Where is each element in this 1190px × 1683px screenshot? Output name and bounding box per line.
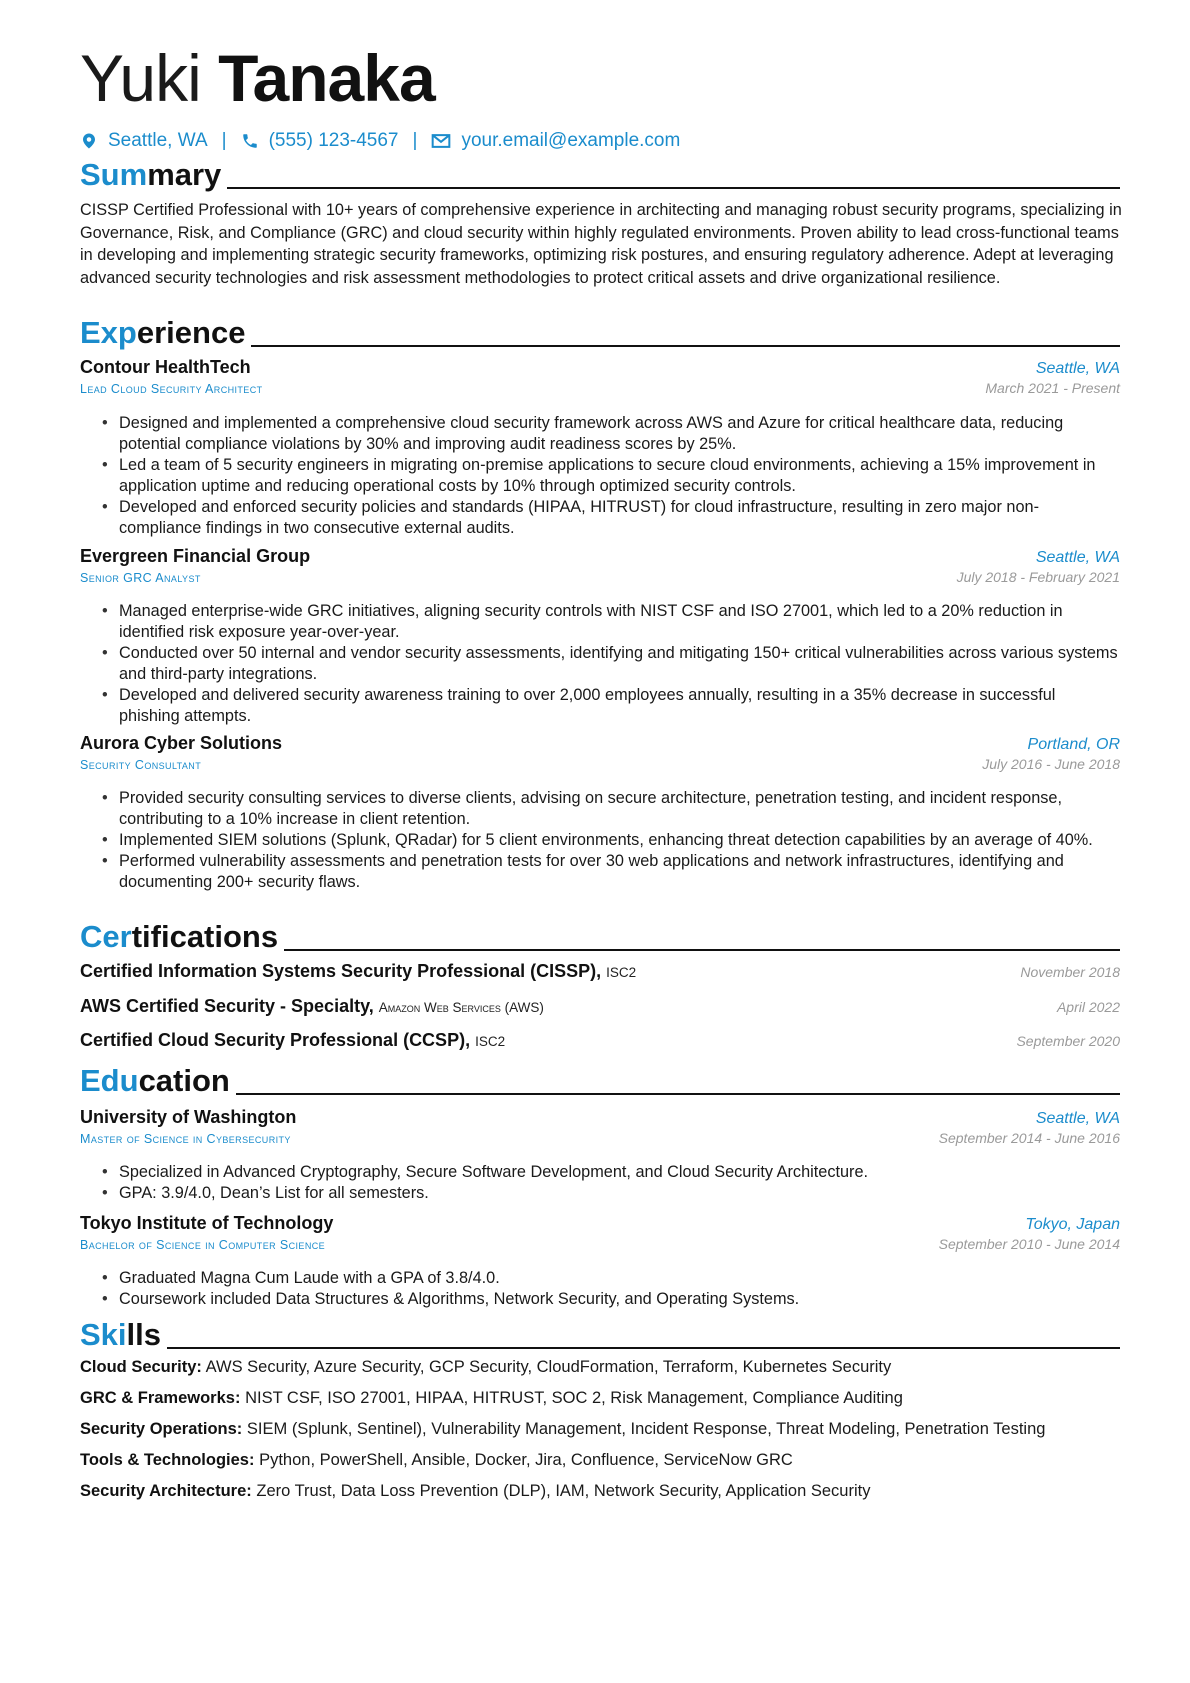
school-location: Tokyo, Japan [1025,1216,1120,1233]
cert-title: Certified Cloud Security Professional (CCSP) [80,1030,466,1050]
list-item: • Performed vulnerability assessments and penetration tests for over 30 web applications and network infrastructures, identifying and documenting 200+ security flaws. [80,851,1120,893]
skill-row [80,1389,1120,1408]
email-link[interactable]: your.email@example.com [461,130,681,151]
list-item: • Specialized in Advanced Cryptography, Secure Software Development, and Cloud Security Architecture. [80,1162,1120,1183]
section-rule [227,187,1120,189]
contact-separator: | [221,130,227,151]
section-rule [236,1093,1120,1095]
skills-heading [80,1318,1120,1352]
contact-bar [80,130,680,152]
list-item: • Designed and implemented a comprehensive cloud security framework across AWS and Azure for critical healthcare data, reducing potential compliance violations by 30% and improving audit readiness scores by 25%. [80,413,1120,455]
phone-text: (555) 123-4567 [268,130,399,151]
job-dates: July 2018 - February 2021 [956,569,1120,585]
skill-value: SIEM (Splunk, Sentinel), Vulnerability Management, Incident Response, Threat Modeling, Penetration Testing [246,1420,1046,1438]
school-dates: September 2014 - June 2016 [938,1130,1120,1146]
employer-name: Aurora Cyber Solutions [80,733,283,753]
section-rule [167,1347,1120,1349]
job-title: Security Consultant [80,758,202,772]
job-location: Seattle, WA [1035,360,1120,377]
job-location: Portland, OR [1027,736,1120,753]
cert-title: Certified Information Systems Security Professional (CISSP) [80,961,597,981]
list-item: • GPA: 3.9/4.0, Dean’s List for all semesters. [80,1183,1120,1204]
school-location: Seattle, WA [1035,1110,1120,1127]
skill-label: GRC & Frameworks: [80,1389,241,1407]
envelope-icon [431,131,451,151]
job-title: Lead Cloud Security Architect [80,382,263,396]
skill-label: Security Architecture: [80,1482,252,1500]
first-name: Yuki [80,41,201,115]
degree: Master of Science in Cybersecurity [80,1132,291,1146]
skill-value: AWS Security, Azure Security, GCP Security, CloudFormation, Terraform, Kubernetes Security [205,1358,892,1376]
job-dates: July 2016 - June 2018 [982,756,1120,772]
skill-value: Python, PowerShell, Ansible, Docker, Jira, Confluence, ServiceNow GRC [259,1451,793,1469]
job-entry [80,546,1120,585]
list-item: • Developed and delivered security awareness training to over 2,000 employees annually, resulting in a 35% decrease in successful phishing attempts. [80,685,1120,727]
employer-name: Contour HealthTech [80,357,251,377]
summary-text: CISSP Certified Professional with 10+ years of comprehensive experience in architecting and managing robust security programs, specializing in Governance, Risk, and Compliance (GRC) and cloud security within highly regulated environments. Proven ability to lead cross-functional teams in developing and implementing strategic security frameworks, optimizing risk postures, and ensuring regulatory adherence. Adept at leveraging advanced security technologies and risk assessment methodologies to protect critical assets and drive organizational resilience. [80,201,1122,287]
section-rule [284,949,1120,951]
school-dates: September 2010 - June 2014 [938,1236,1120,1252]
skill-label: Security Operations: [80,1420,243,1438]
job-location: Seattle, WA [1035,549,1120,566]
skill-label: Cloud Security: [80,1358,202,1376]
heading-accent: Cer [80,919,132,954]
heading-rest: lls [126,1317,161,1352]
list-item: • Developed and enforced security policies and standards (HIPAA, HITRUST) for cloud infrastructure, resulting in zero major non-compliance findings in two consecutive external audits. [80,497,1120,539]
employer-name: Evergreen Financial Group [80,546,311,566]
cert-date: November 2018 [1020,964,1120,980]
skill-row [80,1420,1120,1439]
heading-accent: Ski [80,1317,127,1352]
job-title: Senior GRC Analyst [80,571,201,585]
certification-row: Certified Information Systems Security Professional (CISSP), ISC2 November 2018 [80,961,1120,981]
cert-issuer: Amazon Web Services (AWS) [378,1000,544,1015]
section-rule [251,345,1120,347]
cert-date: April 2022 [1056,999,1120,1015]
list-item: • Provided security consulting services to diverse clients, advising on secure architecture, penetration testing, and incident response, contributing to a 10% increase in client retention. [80,788,1120,830]
education-bullets [80,1162,1120,1204]
last-name: Tanaka [218,41,435,115]
degree: Bachelor of Science in Computer Science [80,1238,326,1252]
education-bullets [80,1268,1120,1310]
heading-accent: Edu [80,1063,139,1098]
heading-accent: Sum [80,157,148,192]
job-bullets [80,601,1120,727]
map-pin-icon [80,131,98,151]
job-entry [80,357,1120,396]
skill-value: Zero Trust, Data Loss Prevention (DLP), IAM, Network Security, Application Security [256,1482,871,1500]
list-item: • Managed enterprise-wide GRC initiatives, aligning security controls with NIST CSF and ISO 27001, which led to a 20% reduction in identified risk exposure year-over-year. [80,601,1120,643]
list-item: • Led a team of 5 security engineers in migrating on-premise applications to secure cloud environments, achieving a 15% improvement in application uptime and reducing operational costs by 10% through optimized security controls. [80,455,1120,497]
cert-issuer: ISC2 [606,965,637,980]
cert-date: September 2020 [1016,1033,1120,1049]
job-bullets [80,413,1120,539]
list-item: • Conducted over 50 internal and vendor security assessments, identifying and mitigating 150+ critical vulnerabilities across various systems and third-party integrations. [80,643,1120,685]
education-heading [80,1064,1120,1098]
job-dates: March 2021 - Present [985,380,1120,396]
skill-row [80,1451,1120,1470]
summary-heading [80,158,1120,192]
list-item: • Implemented SIEM solutions (Splunk, QRadar) for 5 client environments, enhancing threat detection capabilities by an average of 40%. [80,830,1120,851]
list-item: • Graduated Magna Cum Laude with a GPA of 3.8/4.0. [80,1268,1120,1289]
education-entry [80,1213,1120,1252]
certifications-heading [80,920,1120,954]
candidate-name [80,38,435,118]
certification-row: Certified Cloud Security Professional (CCSP), ISC2 September 2020 [80,1030,1120,1050]
heading-rest: erience [136,315,246,350]
heading-rest: tifications [131,919,279,954]
location-text: Seattle, WA [108,130,208,151]
skill-row [80,1482,1120,1501]
list-item: • Coursework included Data Structures & Algorithms, Network Security, and Operating Systems. [80,1289,1120,1310]
experience-heading [80,316,1120,350]
skill-row [80,1358,1120,1377]
heading-rest: mary [147,157,222,192]
heading-accent: Exp [80,315,137,350]
heading-rest: cation [138,1063,230,1098]
phone-icon [241,131,259,151]
cert-issuer: ISC2 [475,1034,506,1049]
job-bullets [80,788,1120,893]
certification-row: AWS Certified Security - Specialty, Amazon Web Services (AWS) April 2022 [80,996,1120,1016]
education-entry [80,1107,1120,1146]
skill-label: Tools & Technologies: [80,1451,255,1469]
job-entry [80,733,1120,772]
school-name: University of Washington [80,1107,297,1127]
contact-separator: | [412,130,418,151]
cert-title: AWS Certified Security - Specialty [80,996,369,1016]
skill-value: NIST CSF, ISO 27001, HIPAA, HITRUST, SOC 2, Risk Management, Compliance Auditing [245,1389,903,1407]
school-name: Tokyo Institute of Technology [80,1213,334,1233]
